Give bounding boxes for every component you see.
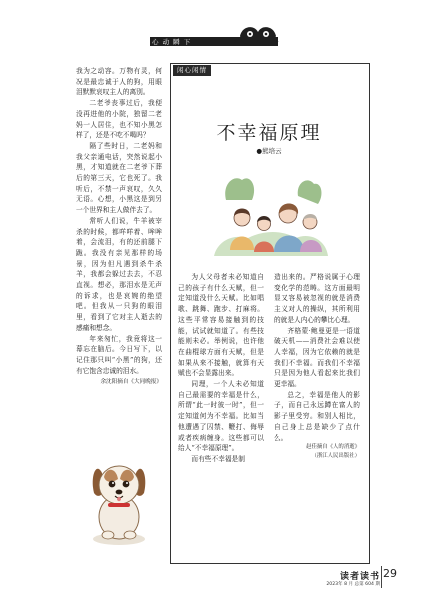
article-publisher: （浙江人民出版社） xyxy=(311,453,360,460)
left-source: 余沈阳摘自《大同晚报》 xyxy=(100,379,162,386)
left-paragraph: 二老爷丧事过后，我便没再进他的小院，独留二老妈一人居住，也不知小黑怎样了，还是不吃不喝吗？ xyxy=(76,99,162,140)
left-paragraph: 我为之动容。万物有灵，何况是最忠诚于人的狗，用眼泪默默哀叹主人的离别。 xyxy=(76,67,162,97)
article-paragraph: 齐格蒙·鲍曼更是一语道破天机——消费社会难以使人幸福，因为它依赖的就是我们不幸福。而我们不幸福只是因为他人看起来比我们更幸福。 xyxy=(274,326,360,389)
article-column-left xyxy=(178,272,264,465)
left-column xyxy=(76,66,162,385)
article-tag: 闲心闲情 xyxy=(173,65,211,76)
article-title: 不幸福原理 xyxy=(216,122,322,144)
article-paragraph: 总之，幸福是他人的影子，而自己永远蹲在富人的影子里受穷。和别人相比，自己身上总是缺少了点什么。 xyxy=(274,390,360,442)
article-paragraph: 同理，一个人未必知道自己最需要的幸福是什么，所谓“此一时彼一时”，但一定知道何为不幸福。比如当他遭遇了囚禁、鞭打、侮辱或者疾病缠身。这些都可以给人“不幸福原理”。 xyxy=(178,380,264,453)
article-paragraph: 为人父母者未必知道自己的孩子有什么天赋，但一定知道没什么天赋。比如唱歌、跳舞、跑步、打麻将。这些平常容易接触到的技能，试试就知道了。有些技能则未必。举例说，也许他在曲棍球方面有天赋，但是如果从来不接触，就算有天赋也不会显露出来。 xyxy=(178,273,264,378)
article-source: 赵佳摘自《人的消逝》 xyxy=(306,444,360,451)
article-author: ●熊培云 xyxy=(256,147,282,155)
page-number: 29 xyxy=(383,567,397,580)
footer-issue: 2023年 8 月 总第 604 期 xyxy=(326,582,380,587)
article-column-right xyxy=(274,272,360,461)
footer-brand: 读者读书 xyxy=(339,572,380,582)
article-paragraph: 而有些不幸福是制 xyxy=(191,454,245,463)
left-paragraph: 常听人们说，牛羊被宰杀的时候，都咩咩着、哞哞着，会流泪，有的还前腿下跪。我没有亲见那样的场景，因为但凡遇到杀牛杀羊，我都会躲过去去，不忍直视。想必，那泪水是无声的诉求，也是哀婉的绝望吧。但我从一只狗的眼泪里，看到了它对主人逝去的感痛和想念。 xyxy=(76,216,162,332)
section-label: 心 动 瞬 下 xyxy=(152,37,192,46)
left-paragraph: 年来匆忙，我竟将这一幕忘在脑后。今日写下，以记住那只叫“小黑”的狗，还有它饱含忠诚的泪水。 xyxy=(76,334,162,375)
article-paragraph: 造出来的。严格说属于心理变化学的范畴。这方面最明显又容易被忽视的就是消费主义对人的操纵，其所利用的就是人内心的攀比心理。 xyxy=(274,273,360,324)
puppy-illustration-icon xyxy=(76,437,162,549)
footer-divider xyxy=(381,566,382,588)
header-ornament-icon xyxy=(232,22,280,50)
family-illustration-icon xyxy=(208,160,334,262)
left-paragraph: 隔了些时日，二老妈和我父亲通电话，突然说起小黑，才知道就在二老爷下葬后的第三天，它也死了。我听后，不禁一声哀叹，久久无语。心想，小黑这是到另一个世界和主人做伴去了。 xyxy=(76,141,162,215)
